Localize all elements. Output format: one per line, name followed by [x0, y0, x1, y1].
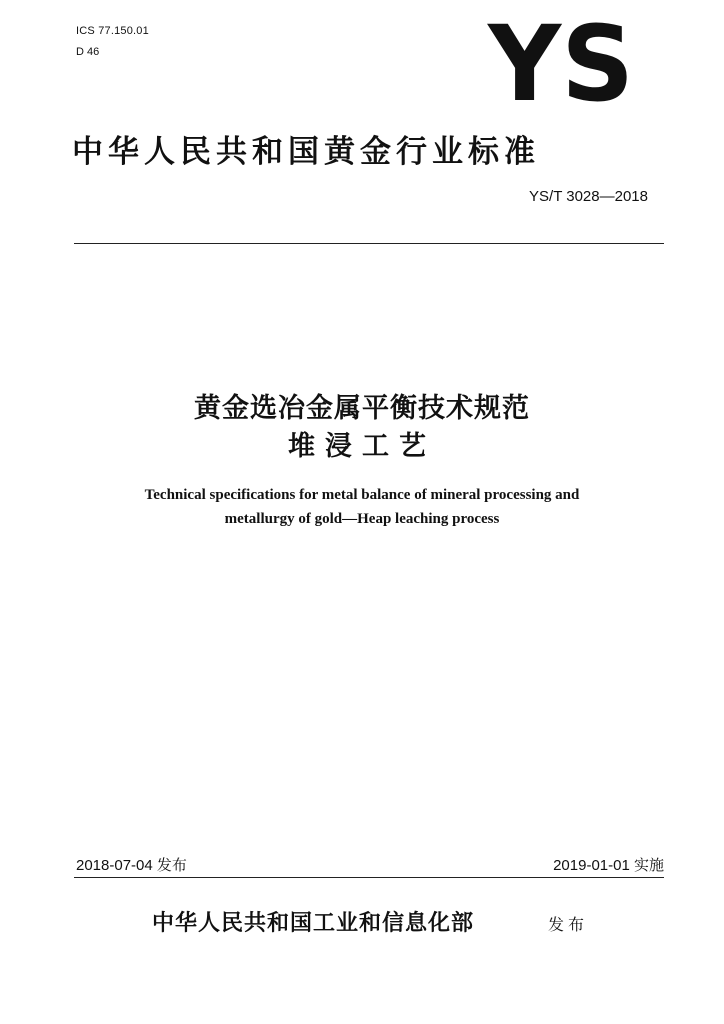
- ccs-code: D 46: [76, 46, 100, 58]
- issuer: 中华人民共和国工业和信息化部: [152, 910, 475, 936]
- ys-logo: [486, 22, 636, 106]
- cn-title-line2: 堆浸工艺: [288, 431, 436, 462]
- ys-logo-text: YS: [486, 22, 634, 106]
- en-title-line2: metallurgy of gold—Heap leaching process: [224, 511, 500, 527]
- implementation-date: 2019-01-01 实施: [553, 857, 664, 874]
- ics-code: ICS 77.150.01: [76, 25, 149, 37]
- standard-title: 中华人民共和国黄金行业标准: [72, 134, 540, 170]
- top-divider: [74, 243, 664, 244]
- cn-title-line1: 黄金选冶金属平衡技术规范: [194, 393, 530, 424]
- issue-word: 发布: [548, 915, 589, 934]
- standard-number: YS/T 3028—2018: [529, 188, 648, 205]
- bottom-divider: [74, 877, 664, 878]
- issue-date: 2018-07-04 发布: [76, 857, 187, 874]
- en-title-line1: Technical specifications for metal balance of mineral processing and: [144, 487, 580, 503]
